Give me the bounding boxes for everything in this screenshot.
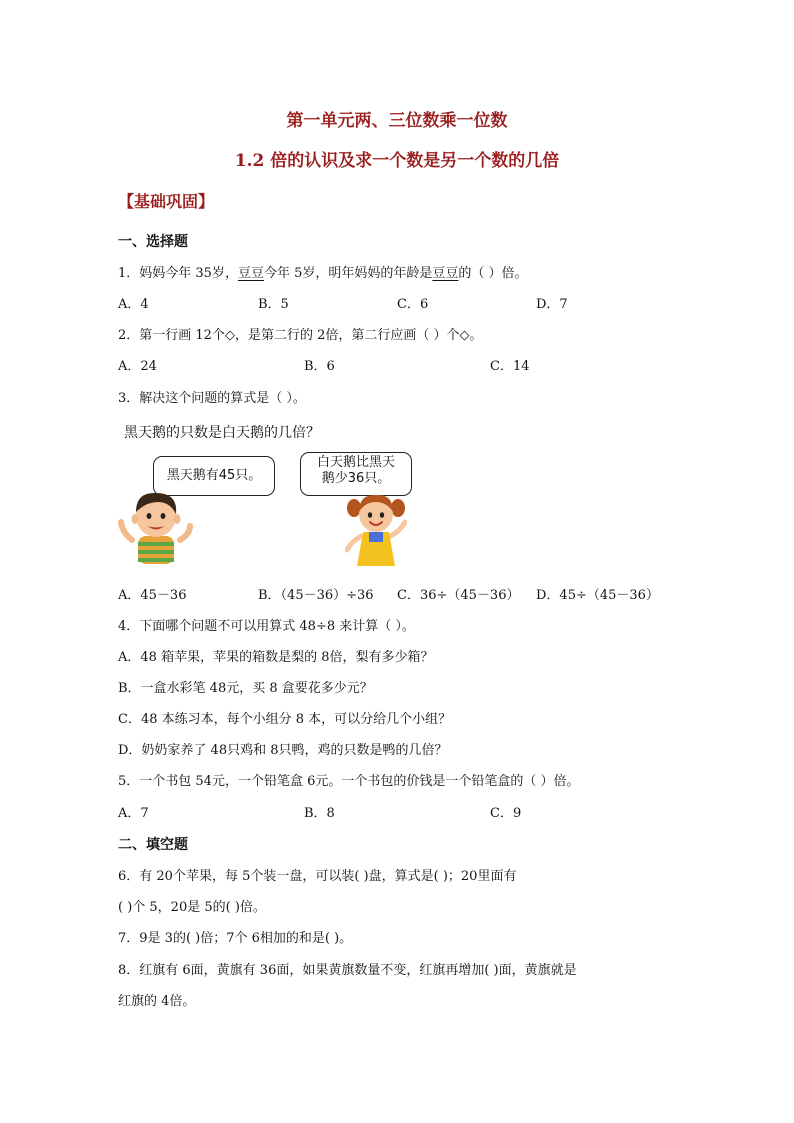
part1-heading: 一、选择题 (118, 234, 188, 250)
q3-option-d: D．45÷（45－36） (536, 588, 659, 603)
q5-stem: 5．一个书包 54元，一个铅笔盒 6元。一个书包的价钱是一个铅笔盒的（ ）倍。 (118, 774, 580, 789)
q1-option-d: D．7 (536, 297, 568, 312)
q3-stem: 3．解决这个问题的算式是（ ）。 (118, 391, 306, 406)
q1-option-c: C．6 (397, 297, 429, 312)
q3-option-b: B．（45－36）÷36 (258, 588, 374, 603)
section-label: 【基础巩固】 (118, 192, 215, 211)
q1-stem-u2: 豆豆 (432, 266, 459, 281)
q3-option-c: C．36÷（45－36） (397, 588, 520, 603)
girl-illustration (345, 490, 407, 570)
q2-option-c: C．14 (490, 359, 530, 374)
part2-heading: 二、填空题 (118, 837, 188, 853)
q4-stem: 4．下面哪个问题不可以用算式 48÷8 来计算（ ）。 (118, 619, 415, 634)
girl-speech-line1: 白天鹅比黑天 (316, 455, 395, 470)
q5-option-b: B．8 (304, 806, 335, 821)
q6-line2: ( )个 5，20是 5的( )倍。 (118, 900, 266, 915)
q2-option-a: A．24 (118, 359, 157, 374)
q1-stem-a: 1．妈妈今年 35岁， (118, 266, 238, 281)
q4-option-b: B．一盒水彩笔 48元，买 8 盒要花多少元？ (118, 681, 373, 696)
boy-speech-text: 黑天鹅有45只。 (166, 468, 262, 483)
q2-option-b: B．6 (304, 359, 335, 374)
q1-stem-b: 今年 5岁，明年妈妈的年龄是 (263, 266, 433, 281)
q1-stem (118, 262, 528, 281)
q8-line2: 红旗的 4倍。 (118, 994, 196, 1009)
lesson-title: 1.2 倍的认识及求一个数是另一个数的几倍 (234, 151, 560, 171)
q4-option-a: A．48 箱苹果，苹果的箱数是梨的 8倍，梨有多少箱？ (118, 650, 434, 665)
q4-option-c: C．48 本练习本，每个小组分 8 本，可以分给几个小组？ (118, 712, 452, 727)
q3-option-a: A．45－36 (118, 588, 187, 603)
q1-option-a: A．4 (118, 297, 149, 312)
girl-speech-line2: 鹅少36只。 (321, 471, 391, 486)
q5-option-a: A．7 (118, 806, 149, 821)
unit-title: 第一单元两、三位数乘一位数 (286, 111, 508, 131)
q2-stem: 2．第一行画 12个◇，是第二行的 2倍，第二行应画（ ）个◇。 (118, 328, 483, 343)
q6-line1: 6．有 20个苹果，每 5个装一盘，可以装( )盘，算式是( )；20里面有 (118, 869, 517, 884)
q1-stem-u1: 豆豆 (237, 266, 264, 281)
q7-stem: 7．9是 3的( )倍；7个 6相加的和是( )。 (118, 931, 353, 946)
boy-illustration (118, 488, 194, 566)
q4-option-d: D．奶奶家养了 48只鸡和 8只鸭，鸡的只数是鸭的几倍？ (118, 743, 448, 758)
q8-line1: 8．红旗有 6面，黄旗有 36面，如果黄旗数量不变，红旗再增加( )面，黄旗就是 (118, 963, 577, 978)
q5-option-c: C．9 (490, 806, 522, 821)
q1-option-b: B．5 (258, 297, 289, 312)
q3-question: 黑天鹅的只数是白天鹅的几倍？ (124, 425, 320, 441)
q1-stem-c: 的（ ）倍。 (458, 266, 528, 281)
